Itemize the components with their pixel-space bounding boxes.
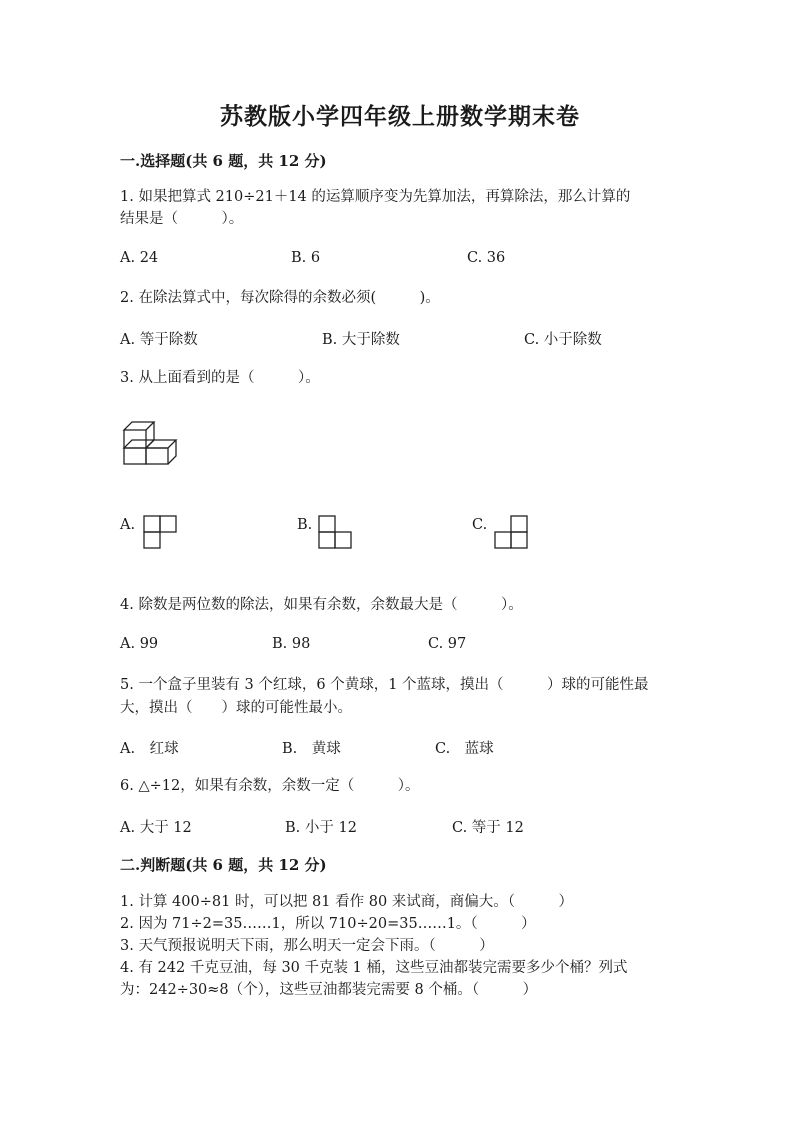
q5-option-b: B. 黄球 — [282, 741, 341, 757]
q5-option-c: C. 蓝球 — [435, 741, 494, 757]
q3-option-c: C. — [472, 517, 488, 533]
q3-option-b: B. — [297, 517, 313, 533]
q1-option-b: B. 6 — [291, 250, 321, 266]
judgement-item-1: 1. 计算 400÷81 时，可以把 81 看作 80 来试商，商偏大。（ ） — [120, 894, 574, 910]
question-1-line-2: 结果是（ ）。 — [120, 211, 244, 227]
q3-option-b-figure — [318, 515, 354, 551]
judgement-item-4-line-2: 为：242÷30≈8（个），这些豆油都装完需要 8 个桶。（ ） — [120, 982, 538, 998]
q3-option-a-figure — [143, 515, 179, 551]
q6-option-b: B. 小于 12 — [285, 820, 357, 836]
q4-option-b: B. 98 — [272, 636, 311, 652]
question-4: 4. 除数是两位数的除法，如果有余数，余数最大是（ ）。 — [120, 597, 523, 613]
q6-option-a: A. 大于 12 — [120, 820, 192, 836]
cubes-figure — [118, 418, 182, 470]
question-2: 2. 在除法算式中，每次除得的余数必须( )。 — [120, 290, 440, 306]
q4-option-a: A. 99 — [120, 636, 159, 652]
q2-option-b: B. 大于除数 — [322, 332, 400, 348]
section-heading-judgement: 二.判断题(共 6 题，共 12 分) — [120, 856, 327, 874]
q5-option-a: A. 红球 — [120, 741, 179, 757]
question-5-line-2: 大，摸出（ ）球的可能性最小。 — [120, 700, 352, 716]
section-heading-choice: 一.选择题(共 6 题，共 12 分) — [120, 152, 327, 170]
judgement-item-4-line-1: 4. 有 242 千克豆油，每 30 千克装 1 桶，这些豆油都装完需要多少个桶？列式 — [120, 960, 628, 976]
page-title: 苏教版小学四年级上册数学期末卷 — [220, 103, 580, 130]
q1-option-a: A. 24 — [120, 250, 159, 266]
q1-option-c: C. 36 — [467, 250, 506, 266]
q2-option-c: C. 小于除数 — [524, 332, 602, 348]
question-3: 3. 从上面看到的是（ ）。 — [120, 370, 320, 386]
question-6: 6. △÷12，如果有余数，余数一定（ ）。 — [120, 778, 420, 794]
judgement-item-3: 3. 天气预报说明天下雨，那么明天一定会下雨。（ ） — [120, 938, 494, 954]
question-5-line-1: 5. 一个盒子里装有 3 个红球，6 个黄球，1 个蓝球，摸出（ ）球的可能性最 — [120, 677, 649, 693]
judgement-item-2: 2. 因为 71÷2=35……1，所以 710÷20=35……1。（ ） — [120, 916, 536, 932]
q3-option-a: A. — [120, 517, 136, 533]
q3-option-c-figure — [494, 515, 530, 551]
q6-option-c: C. 等于 12 — [452, 820, 524, 836]
question-1-line-1: 1. 如果把算式 210÷21＋14 的运算顺序变为先算加法，再算除法，那么计算的 — [120, 189, 631, 205]
q2-option-a: A. 等于除数 — [120, 332, 198, 348]
q4-option-c: C. 97 — [428, 636, 467, 652]
